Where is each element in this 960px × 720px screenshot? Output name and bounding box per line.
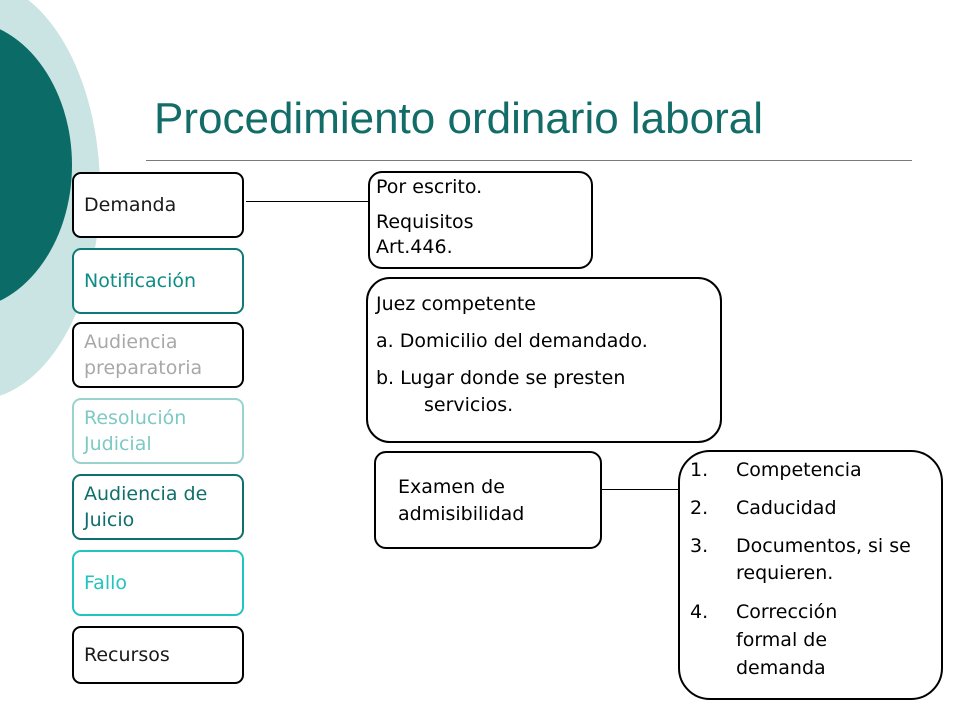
step-label: Recursos bbox=[84, 644, 170, 666]
title-divider bbox=[146, 160, 912, 161]
list-item: 3. Documentos, si se requieren. bbox=[690, 535, 911, 584]
requirements-box bbox=[678, 450, 943, 700]
step-audiencia-de-juicio bbox=[72, 474, 244, 540]
juez-competente-box bbox=[366, 277, 722, 443]
list-item: 4. Corrección formal de demanda bbox=[690, 601, 838, 679]
slide-title: Procedimiento ordinario laboral bbox=[154, 94, 763, 143]
list-item: 1. Competencia bbox=[690, 459, 862, 481]
demanda-detail-box bbox=[368, 171, 593, 269]
step-label: Fallo bbox=[84, 572, 128, 594]
step-fallo bbox=[72, 550, 244, 616]
detail-text: Requisitos Art.446. bbox=[376, 211, 474, 258]
step-resolucion-judicial bbox=[72, 398, 244, 464]
step-notificacion bbox=[72, 248, 244, 314]
connector-line bbox=[246, 201, 370, 202]
detail-heading: Juez competente bbox=[376, 293, 536, 315]
detail-text: a. Domicilio del demandado. bbox=[376, 330, 648, 352]
examen-admisibilidad-box bbox=[374, 451, 602, 549]
list-item: 2. Caducidad bbox=[690, 497, 837, 519]
connector-line bbox=[600, 489, 680, 490]
requirements-list bbox=[690, 457, 933, 682]
detail-text: Examen de admisibilidad bbox=[398, 476, 525, 525]
step-label: Resolución Judicial bbox=[84, 407, 187, 455]
step-label: Notificación bbox=[84, 270, 197, 292]
step-demanda bbox=[72, 172, 244, 238]
detail-text: Por escrito. bbox=[376, 176, 483, 198]
step-label: Audiencia preparatoria bbox=[84, 331, 203, 379]
detail-text: b. Lugar donde se presten servicios. bbox=[376, 367, 626, 416]
step-label: Audiencia de Juicio bbox=[84, 483, 208, 531]
step-audiencia-preparatoria bbox=[72, 322, 244, 388]
step-label: Demanda bbox=[84, 194, 177, 216]
step-recursos bbox=[72, 626, 244, 684]
